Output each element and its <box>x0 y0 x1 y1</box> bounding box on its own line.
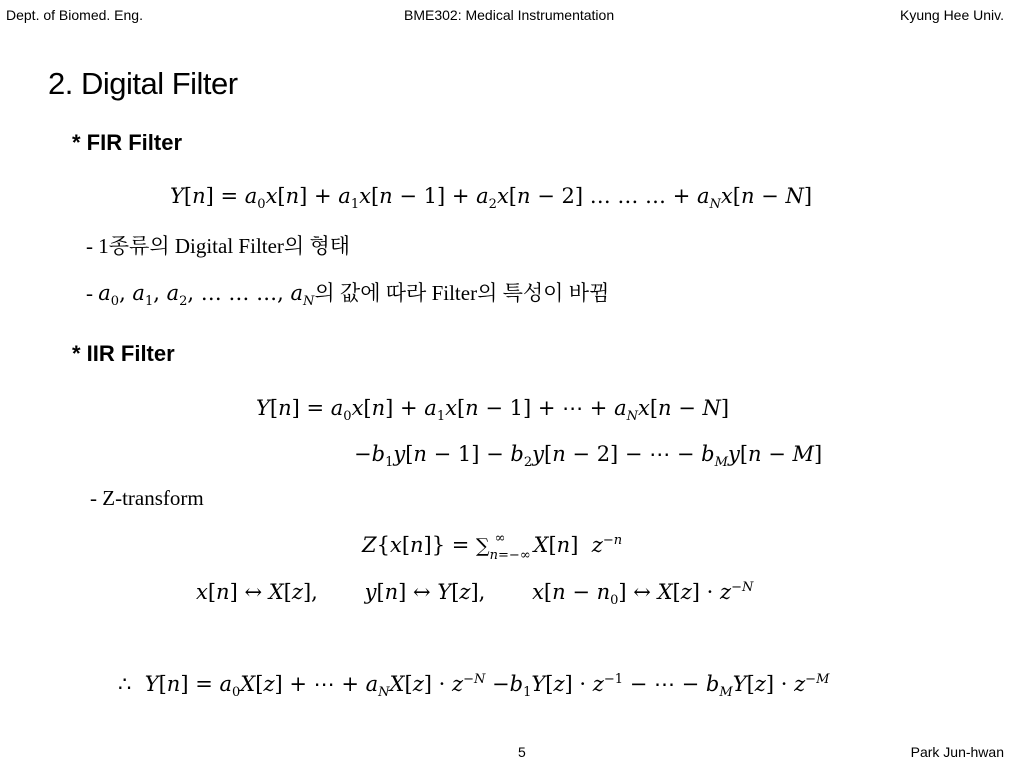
iir-equation-line2: $-b_1y[n - 1] - b_2y[n - 2]$ − ⋯ − $b_My[n - M]$ <box>354 442 823 471</box>
ztransform-definition: $Z\{x[n]\} = \sum_{n=-\infty}^\infty$ X[n] $z^{-n}$ <box>362 531 623 564</box>
page-number: 5 <box>518 744 526 760</box>
header-right: Kyung Hee Univ. <box>899 7 1004 23</box>
footer-author: Park Jun-hwan <box>910 744 1004 760</box>
header-center: BME302: Medical Instrumentation <box>404 7 615 23</box>
transform-pairs: x[n] ↔ X[z], y[n] ↔ Y[z], $x[n - n_0]$ ↔ $X[z] \cdot z^{-N}$ <box>196 580 754 609</box>
fir-equation: $Y[n] = a_0x[n] + a_1x[n - 1] + a_2x[n - 2]$ … … … + $a_Nx[n - N]$ <box>170 184 813 213</box>
iir-heading: * IIR Filter <box>72 341 175 366</box>
fir-note-coefficients: - $a_0$, $a_1$, $a_2$, … … …, $a_N$의 값에 따라 Filter의 특성이 바뀜 <box>86 281 610 310</box>
slide-title: 2. Digital Filter <box>48 66 238 101</box>
fir-heading: * FIR Filter <box>72 130 183 155</box>
iir-note-ztransform: - Z-transform <box>90 486 204 510</box>
header-left: Dept. of Biomed. Eng. <box>6 7 143 23</box>
iir-equation-line1: $Y[n] = a_0x[n] + a_1x[n - 1]$ + ⋯ + $a_Nx[n - N]$ <box>256 396 730 425</box>
fir-note-type: - 1종류의 Digital Filter의 형태 <box>86 234 351 258</box>
result-equation: ∴ $Y[n] = a_0X[z]$ + ⋯ + $a_NX[z] \cdot z^{-N} -b_1Y[z] \cdot z^{-1}$ − ⋯ − $b_MY[z] \cdot z^{-M}$ <box>118 672 830 701</box>
